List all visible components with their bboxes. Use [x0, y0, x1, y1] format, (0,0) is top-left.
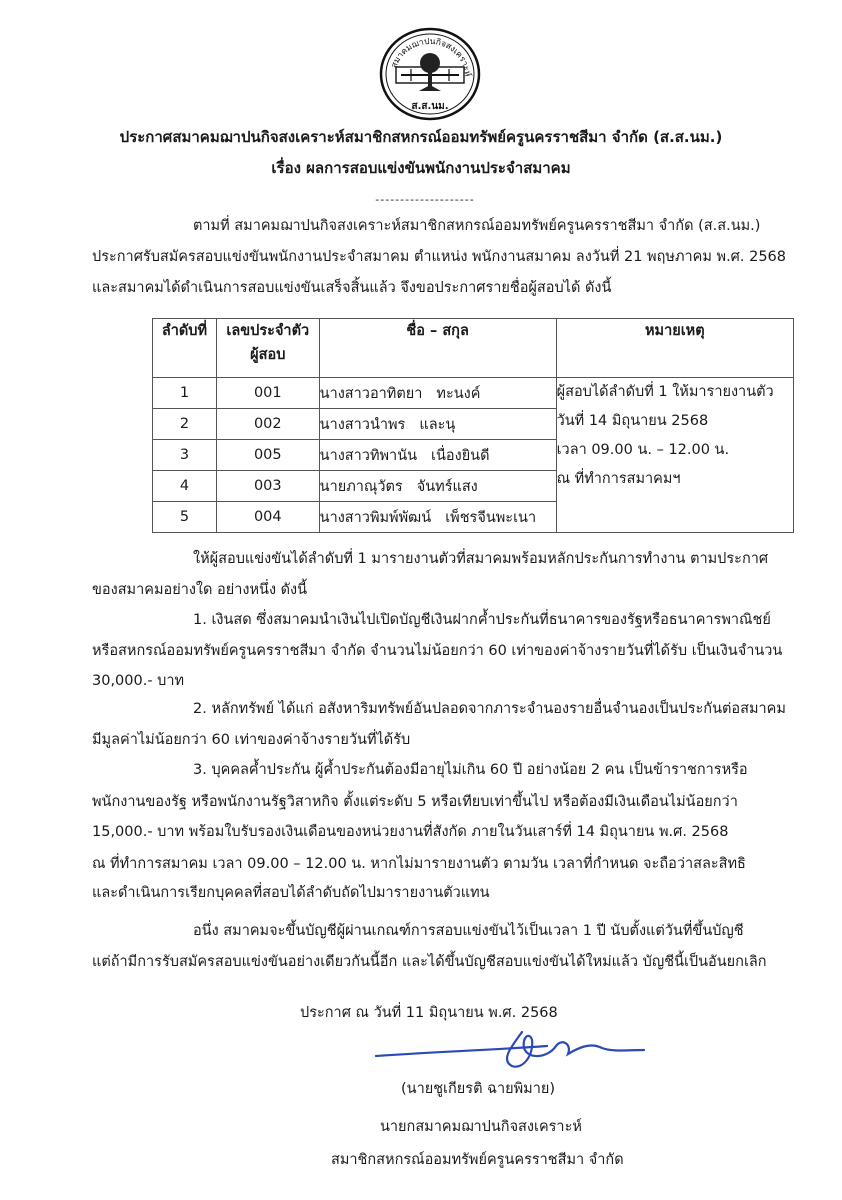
remark-line: ณ ที่ทำการสมาคมฯ	[556, 471, 681, 487]
item3-line-4: ณ ที่ทำการสมาคม เวลา 09.00 – 12.00 น. หากไม่มารายงานตัว ตามวัน เวลาที่กำหนด จะถือว่าสละสิทธิ	[92, 856, 746, 872]
p2-line-1: อนึ่ง สมาคมจะขึ้นบัญชีผู้ผ่านเกณฑ์การสอบแข่งขันไว้เป็นเวลา 1 ปี นับตั้งแต่วันที่ขึ้นบัญชี	[193, 923, 744, 939]
intro-line-3: และสมาคมได้ดำเนินการสอบแข่งขันเสร็จสิ้นแล้ว จึงขอประกาศรายชื่อผู้สอบได้ ดังนี้	[92, 280, 612, 296]
signer-organization: สมาชิกสหกรณ์ออมทรัพย์ครูนครราชสีมา จำกัด	[331, 1152, 624, 1168]
remark-line: วันที่ 14 มิถุนายน 2568	[556, 413, 709, 429]
table-row	[153, 378, 794, 409]
row-exam-no: 005	[216, 440, 319, 471]
signer-title: นายกสมาคมฌาปนกิจสงเคราะห์	[380, 1119, 582, 1135]
row-name	[319, 378, 556, 409]
row-order: 3	[153, 440, 217, 471]
p1-line-1: ให้ผู้สอบแข่งขันได้ลำดับที่ 1 มารายงานตัวที่สมาคมพร้อมหลักประกันการทำงาน ตามประกาศ	[193, 551, 769, 567]
last-name: และนุ	[419, 416, 456, 433]
remark-line: เวลา 09.00 น. – 12.00 น.	[556, 442, 730, 458]
last-name: ทะนงค์	[436, 385, 481, 402]
row-order: 1	[153, 378, 217, 409]
row-name	[319, 471, 556, 502]
row-name	[319, 409, 556, 440]
row-exam-no: 003	[216, 471, 319, 502]
header-order: ลำดับที่	[153, 319, 217, 378]
item3-line-5: และดำเนินการเรียกบุคคลที่สอบได้ลำดับถัดไปมารายงานตัวแทน	[92, 885, 490, 901]
row-exam-no: 001	[216, 378, 319, 409]
first-name: นางสาวพิมพ์พัฒน์	[319, 509, 432, 526]
signer-name: (นายชูเกียรติ ฉายพิมาย)	[401, 1081, 556, 1097]
association-seal-icon	[379, 27, 481, 121]
p1-line-2: ของสมาคมอย่างใด อย่างหนึ่ง ดังนี้	[92, 582, 308, 598]
row-exam-no: 004	[216, 502, 319, 533]
intro-line-2: ประกาศรับสมัครสอบแข่งขันพนักงานประจำสมาคม ตำแหน่ง พนักงานสมาคม ลงวันที่ 21 พฤษภาคม พ.ศ. 2568	[92, 249, 787, 265]
first-name: นางสาวนำพร	[319, 416, 406, 433]
title-line-1: ประกาศสมาคมฌาปนกิจสงเคราะห์สมาชิกสหกรณ์ออมทรัพย์ครูนครราชสีมา จำกัด (ส.ส.นม.)	[119, 128, 723, 146]
item1-line-3: 30,000.- บาท	[92, 673, 185, 689]
handwritten-signature-icon	[372, 1026, 652, 1076]
header-remark: หมายเหตุ	[556, 319, 793, 378]
intro-line-1: ตามที่ สมาคมฌาปนกิจสงเคราะห์สมาชิกสหกรณ์ออมทรัพย์ครูนครราชสีมา จำกัด (ส.ส.นม.)	[193, 218, 761, 234]
first-name: นางสาวทิพานัน	[319, 447, 418, 464]
remark-cell	[556, 378, 793, 533]
last-name: เนื่องยินดี	[431, 447, 490, 464]
row-order: 2	[153, 409, 217, 440]
seal-abbreviation: ส.ส.นม.	[411, 101, 449, 112]
header-name: ชื่อ – สกุล	[319, 319, 556, 378]
last-name: จันทร์แสง	[416, 478, 478, 495]
row-order: 4	[153, 471, 217, 502]
item2-line-1: 2. หลักทรัพย์ ได้แก่ อสังหาริมทรัพย์อันปลอดจากภาระจำนองรายอื่นจำนองเป็นประกันต่อสมาคม	[193, 701, 786, 717]
row-name	[319, 502, 556, 533]
table-header-row	[153, 319, 794, 378]
p2-line-2: แต่ถ้ามีการรับสมัครสอบแข่งขันอย่างเดียวกันนี้อีก และได้ขึ้นบัญชีสอบแข่งขันได้ใหม่แล้ว บัญชีนี้เป็นอันยกเลิก	[92, 954, 767, 970]
row-name	[319, 440, 556, 471]
item3-line-1: 3. บุคคลค้ำประกัน ผู้ค้ำประกันต้องมีอายุไม่เกิน 60 ปี อย่างน้อย 2 คน เป็นข้าราชการหรือ	[193, 762, 748, 778]
row-order: 5	[153, 502, 217, 533]
header-exam-no: เลขประจำตัว ผู้สอบ	[216, 319, 319, 378]
seal-arc-text: สมาคมฌาปนกิจสงเคราะห์	[389, 36, 473, 78]
item3-line-3: 15,000.- บาท พร้อมใบรับรองเงินเดือนของหน่วยงานที่สังกัด ภายในวันเสาร์ที่ 14 มิถุนายน พ.ศ. 2568	[92, 824, 729, 840]
row-exam-no: 002	[216, 409, 319, 440]
first-name: นายภาณุวัตร	[319, 478, 403, 495]
item1-line-2: หรือสหกรณ์ออมทรัพย์ครูนครราชสีมา จำกัด จำนวนไม่น้อยกว่า 60 เท่าของค่าจ้างรายวันที่ได้รับ เป็นเงินจำนวน	[92, 643, 783, 659]
announce-date: ประกาศ ณ วันที่ 11 มิถุนายน พ.ศ. 2568	[300, 1005, 558, 1021]
first-name: นางสาวอาทิตยา	[319, 385, 423, 402]
remark-line: ผู้สอบได้ลำดับที่ 1 ให้มารายงานตัว	[556, 384, 774, 400]
results-table	[152, 318, 794, 533]
item2-line-2: มีมูลค่าไม่น้อยกว่า 60 เท่าของค่าจ้างรายวันที่ได้รับ	[92, 732, 411, 748]
separator: --------------------	[375, 193, 475, 206]
item3-line-2: พนักงานของรัฐ หรือพนักงานรัฐวิสาหกิจ ตั้งแต่ระดับ 5 หรือเทียบเท่าขึ้นไป หรือต้องมีเงินเดือนไม่น้อยกว่า	[92, 794, 738, 810]
last-name: เพ็ชรจีนพะเนา	[445, 509, 537, 526]
title-line-2: เรื่อง ผลการสอบแข่งขันพนักงานประจำสมาคม	[271, 159, 571, 177]
item1-line-1: 1. เงินสด ซึ่งสมาคมนำเงินไปเปิดบัญชีเงินฝากค้ำประกันที่ธนาคารของรัฐหรือธนาคารพาณิชย์	[193, 612, 771, 628]
